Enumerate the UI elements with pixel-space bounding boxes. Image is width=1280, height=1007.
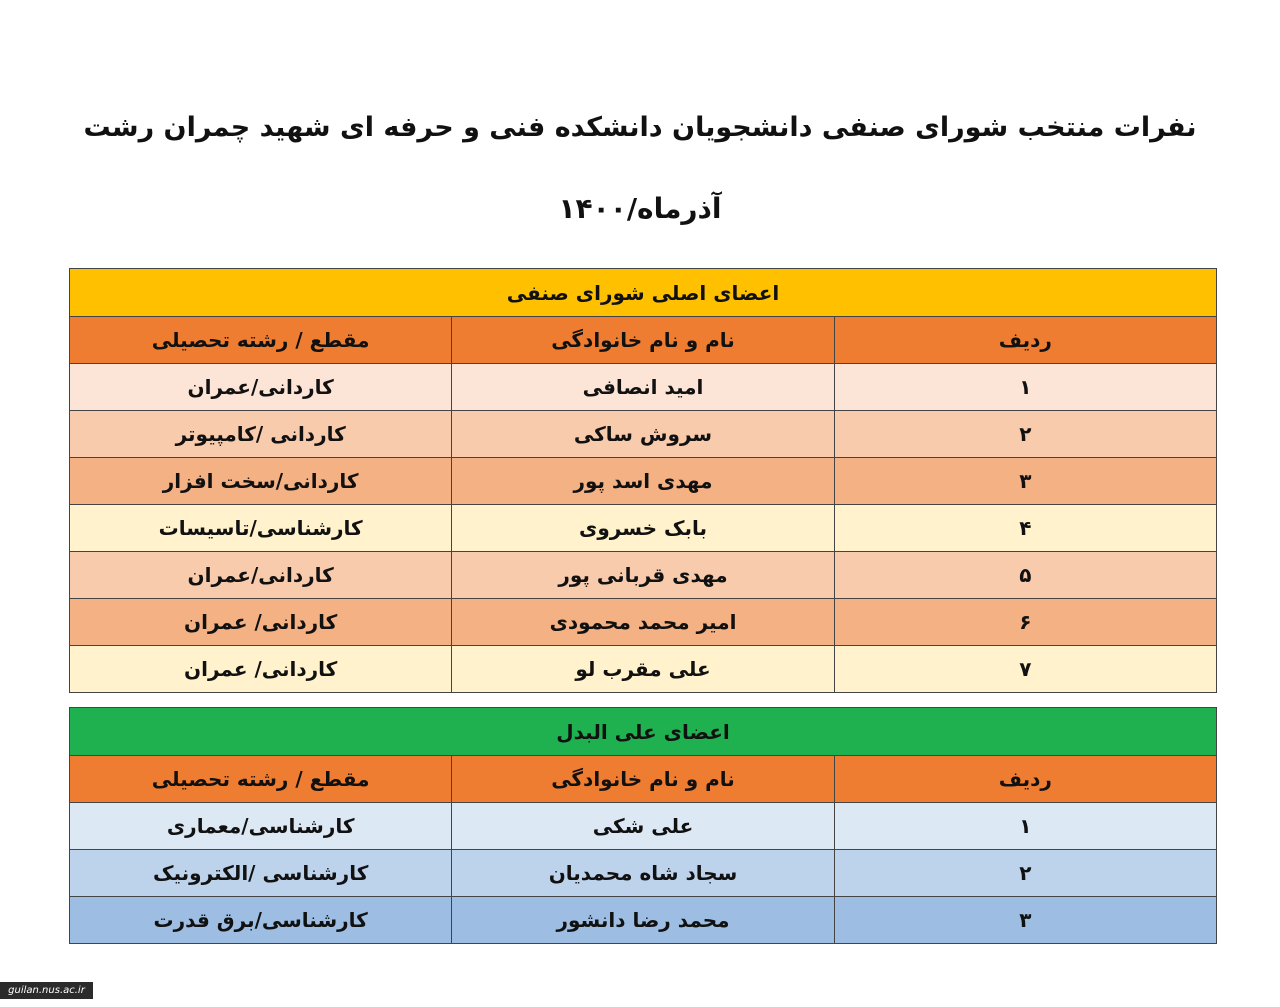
member-field: کارشناسی/برق قدرت [70, 897, 452, 944]
alternate-members-table [69, 707, 1217, 944]
member-name: سجاد شاه محمدیان [452, 850, 834, 897]
row-number: ۳ [834, 897, 1216, 944]
row-number: ۶ [834, 599, 1216, 646]
member-name: مهدی اسد پور [452, 458, 834, 505]
table-row [70, 646, 1217, 693]
page-date: آذرماه/۱۴۰۰ [558, 192, 722, 225]
site-watermark: guilan.nus.ac.ir [0, 982, 93, 999]
table-row [70, 803, 1217, 850]
member-field: کاردانی/عمران [70, 364, 452, 411]
table-row [70, 850, 1217, 897]
member-field: کارشناسی/معماری [70, 803, 452, 850]
member-name: محمد رضا دانشور [452, 897, 834, 944]
member-field: کاردانی/ عمران [70, 646, 452, 693]
row-number: ۷ [834, 646, 1216, 693]
table-row [70, 411, 1217, 458]
row-number: ۴ [834, 505, 1216, 552]
header-row-number: ردیف [834, 317, 1216, 364]
row-number: ۳ [834, 458, 1216, 505]
section-title-alternates: اعضای علی البدل [70, 708, 1217, 756]
member-name: سروش ساکی [452, 411, 834, 458]
member-field: کاردانی/سخت افزار [70, 458, 452, 505]
table-row [70, 897, 1217, 944]
member-field: کاردانی/ عمران [70, 599, 452, 646]
header-row-number: ردیف [834, 756, 1216, 803]
member-name: امید انصافی [452, 364, 834, 411]
section-header-main [70, 269, 1217, 317]
header-field: مقطع / رشته تحصیلی [70, 317, 452, 364]
member-field: کاردانی /کامپیوتر [70, 411, 452, 458]
member-name: علی مقرب لو [452, 646, 834, 693]
member-name: مهدی قربانی پور [452, 552, 834, 599]
row-number: ۱ [834, 364, 1216, 411]
table-row [70, 458, 1217, 505]
page-title: نفرات منتخب شورای صنفی دانشجویان دانشکده فنی و حرفه ای شهید چمران رشت [83, 112, 1197, 143]
header-name: نام و نام خانوادگی [452, 317, 834, 364]
table-row [70, 364, 1217, 411]
member-name: امیر محمد محمودی [452, 599, 834, 646]
member-field: کاردانی/عمران [70, 552, 452, 599]
member-name: علی شکی [452, 803, 834, 850]
row-number: ۲ [834, 850, 1216, 897]
column-header-row [70, 756, 1217, 803]
header-name: نام و نام خانوادگی [452, 756, 834, 803]
section-header-alternates [70, 708, 1217, 756]
header-field: مقطع / رشته تحصیلی [70, 756, 452, 803]
table-row [70, 552, 1217, 599]
table-row [70, 505, 1217, 552]
column-header-row [70, 317, 1217, 364]
row-number: ۵ [834, 552, 1216, 599]
table-row [70, 599, 1217, 646]
member-field: کارشناسی/تاسیسات [70, 505, 452, 552]
section-title-main: اعضای اصلی شورای صنفی [70, 269, 1217, 317]
member-name: بابک خسروی [452, 505, 834, 552]
row-number: ۱ [834, 803, 1216, 850]
row-number: ۲ [834, 411, 1216, 458]
member-field: کارشناسی /الکترونیک [70, 850, 452, 897]
main-members-table [69, 268, 1217, 693]
